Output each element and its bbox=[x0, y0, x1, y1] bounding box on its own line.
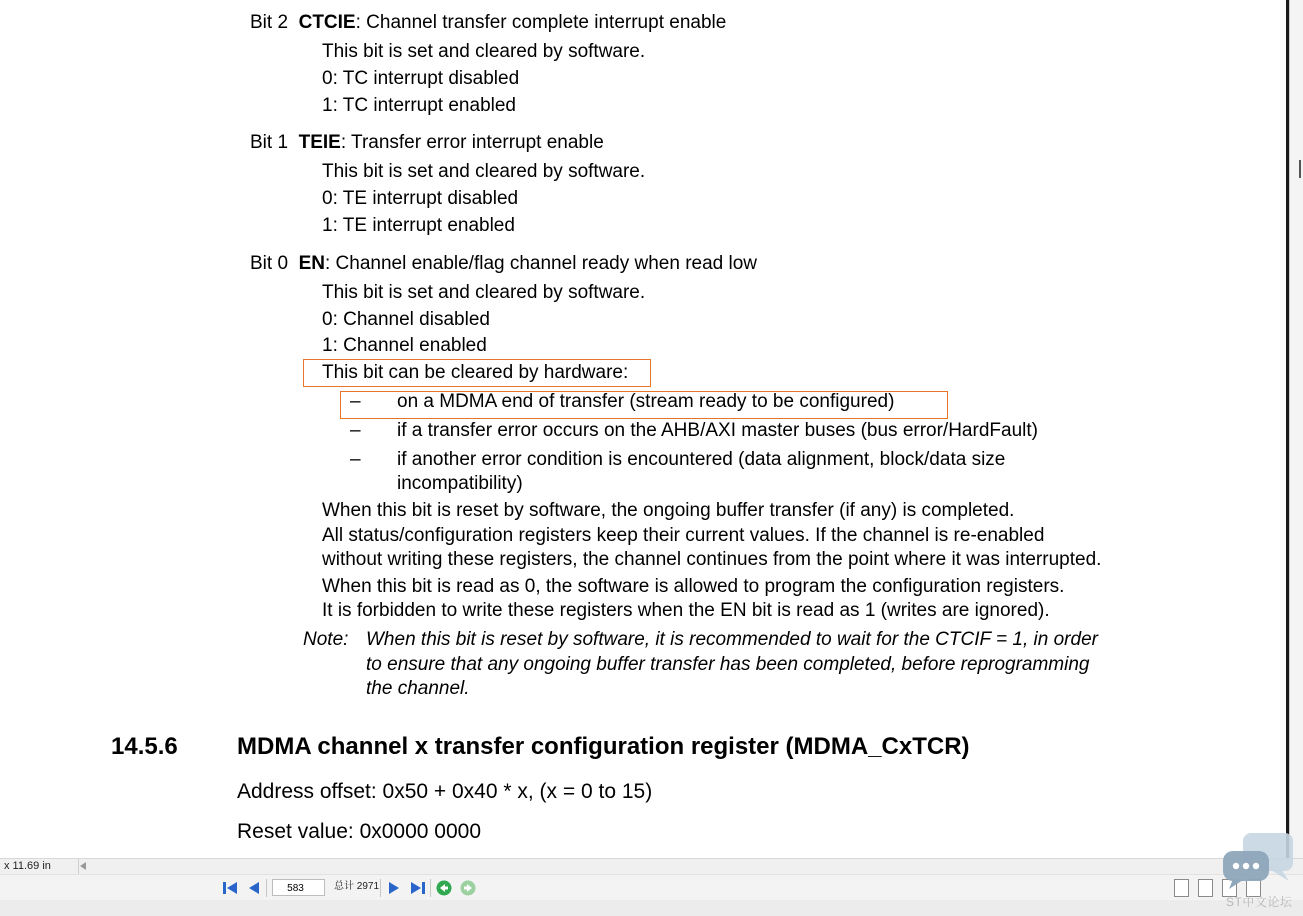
bit0-line: 1: Channel enabled bbox=[322, 335, 487, 356]
scroll-left-icon[interactable] bbox=[80, 862, 86, 870]
chat-bubble-icon[interactable] bbox=[1223, 833, 1295, 889]
note-text: the channel. bbox=[366, 678, 470, 699]
bit1-line: This bit is set and cleared by software. bbox=[322, 161, 646, 182]
status-separator bbox=[78, 859, 79, 874]
bit1-line: 1: TE interrupt enabled bbox=[322, 215, 515, 236]
watermark-text: ST中文论坛 bbox=[1226, 895, 1293, 909]
next-page-icon[interactable] bbox=[386, 880, 402, 896]
bit0-para: When this bit is reset by software, the ongoing buffer transfer (if any) is completed. bbox=[322, 500, 1015, 521]
navigation-bar bbox=[0, 874, 1303, 900]
status-bar bbox=[0, 858, 1303, 874]
forward-icon[interactable] bbox=[460, 880, 476, 896]
previous-page-icon[interactable] bbox=[246, 880, 262, 896]
bit1-label: Bit 1 bbox=[250, 132, 289, 153]
bullet-dash: – bbox=[350, 449, 361, 470]
bit1-name: TEIE bbox=[298, 132, 341, 153]
page-size-label: x 11.69 in bbox=[4, 860, 51, 872]
scrollbar-thumb[interactable] bbox=[1299, 160, 1301, 178]
bullet-item: if another error condition is encountered (data alignment, block/data size bbox=[397, 449, 1006, 470]
bullet-dash: – bbox=[350, 420, 361, 441]
bit0-para: All status/configuration registers keep their current values. If the channel is re-enabled bbox=[322, 525, 1045, 546]
bit0-line: This bit is set and cleared by software. bbox=[322, 282, 646, 303]
first-page-icon[interactable] bbox=[222, 880, 238, 896]
bit2-label: Bit 2 bbox=[250, 12, 289, 33]
bit2-name: CTCIE bbox=[298, 12, 356, 33]
bit0-heading bbox=[250, 252, 757, 276]
bit1-line: 0: TE interrupt disabled bbox=[322, 188, 519, 209]
bit0-para: When this bit is read as 0, the software is allowed to program the configuration registers. bbox=[322, 576, 1065, 597]
back-icon[interactable] bbox=[436, 880, 452, 896]
address-offset: Address offset: 0x50 + 0x40 * x, (x = 0 to 15) bbox=[237, 780, 653, 803]
bullet-item-cont: incompatibility) bbox=[397, 473, 523, 494]
nav-separator bbox=[380, 879, 381, 897]
vertical-scrollbar[interactable] bbox=[1289, 0, 1303, 858]
bit2-line: 1: TC interrupt enabled bbox=[322, 95, 516, 116]
note-text: When this bit is reset by software, it is recommended to wait for the CTCIF = 1, in order bbox=[366, 629, 1098, 650]
reset-value: Reset value: 0x0000 0000 bbox=[237, 820, 482, 843]
last-page-icon[interactable] bbox=[410, 880, 426, 896]
continuous-view-icon[interactable] bbox=[1198, 879, 1213, 897]
note-label: Note: bbox=[303, 629, 349, 650]
nav-separator bbox=[430, 879, 431, 897]
bit0-name: EN bbox=[298, 253, 325, 274]
bit0-line: 0: Channel disabled bbox=[322, 309, 490, 330]
bullet-item: if a transfer error occurs on the AHB/AXI master buses (bus error/HardFault) bbox=[397, 420, 1038, 441]
bit2-line: This bit is set and cleared by software. bbox=[322, 41, 646, 62]
bit0-desc: : Channel enable/flag channel ready when read low bbox=[325, 253, 758, 274]
bit2-heading bbox=[250, 11, 726, 35]
bit0-label: Bit 0 bbox=[250, 253, 289, 274]
bullet-item: on a MDMA end of transfer (stream ready to be configured) bbox=[397, 391, 895, 412]
bullet-dash: – bbox=[350, 391, 361, 412]
bit1-heading bbox=[250, 131, 604, 155]
section-number: 14.5.6 bbox=[111, 733, 178, 760]
total-pages-label: 总计 2971 bbox=[334, 881, 380, 892]
note-text: to ensure that any ongoing buffer transfer has been completed, before reprogramming bbox=[366, 654, 1090, 675]
bit2-line: 0: TC interrupt disabled bbox=[322, 68, 520, 89]
bit1-desc: : Transfer error interrupt enable bbox=[340, 132, 604, 153]
page-number-input[interactable]: 583 bbox=[272, 879, 325, 896]
nav-separator bbox=[266, 879, 267, 897]
bit0-line: This bit can be cleared by hardware: bbox=[322, 362, 629, 383]
window-bottom-edge bbox=[0, 900, 1303, 916]
bit0-para: without writing these registers, the channel continues from the point where it was interrupted. bbox=[322, 549, 1102, 570]
bit0-para: It is forbidden to write these registers when the EN bit is read as 1 (writes are ignored). bbox=[322, 600, 1050, 621]
section-title: MDMA channel x transfer configuration register (MDMA_CxTCR) bbox=[237, 733, 970, 760]
bit2-desc: : Channel transfer complete interrupt enable bbox=[355, 12, 727, 33]
single-page-view-icon[interactable] bbox=[1174, 879, 1189, 897]
